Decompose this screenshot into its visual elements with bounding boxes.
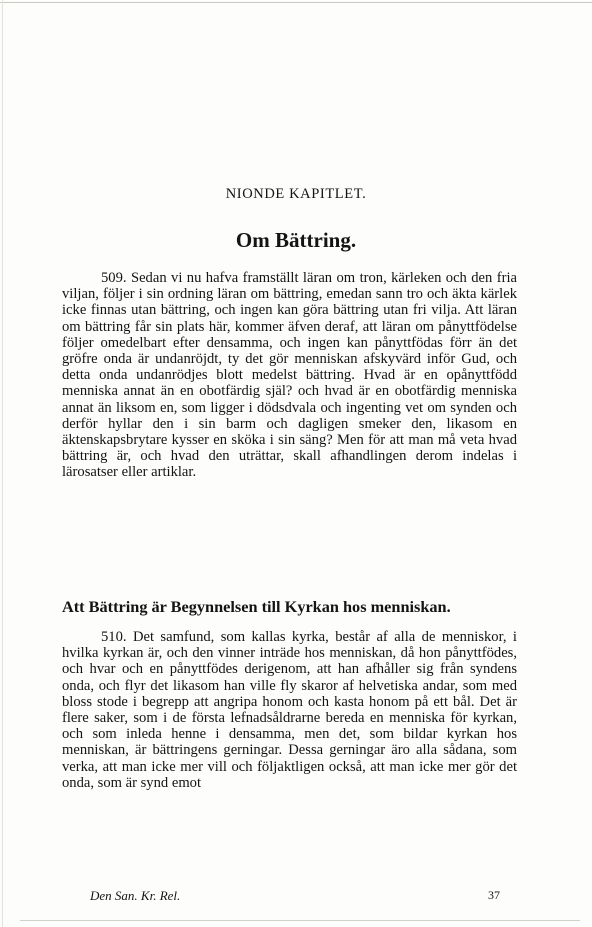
scan-edge-top — [0, 2, 592, 3]
page-number: 37 — [488, 888, 500, 902]
signature-mark: Den San. Kr. Rel. — [90, 888, 181, 903]
scan-edge-bottom — [20, 920, 580, 921]
chapter-title: Om Bättring. — [235, 228, 357, 252]
paragraph-509: 509. Sedan vi nu hafva framställt läran om tron, kärleken och den fria viljan, följer i sin ordning läran om bättring, emedan sann tro och äkta kärlek icke finnas utan bättring, och ingen kan göra bättring utan fri vilja. Att läran om bättring får sin plats här, kommer äfven deraf, att läran om pånyttfödelse följer omedelbart efter densamma, och ingen kan pånyttfödas förr än det gröfre onda är undanröjdt, ty det gör menniskan afskyvärd inför Gud, och detta onda undanrödjes blott medelst bättring. Hvad är en opånyttfödd menniska annat än en obotfärdig själ? och hvad är en obotfärdig menniska annat än liksom en, som ligger i dödsdvala och ingenting vet om synden och derför hyllar den i sin barm och dagligen smeker den, likasom en äktenskapsbrytare kysser en sköka i sin säng? Men för att man må veta hvad bättring är, och hvad den uträttar, skall afhandlingen derom indelas i lärosatser eller artiklar. — [62, 270, 517, 481]
section-heading: Att Bättring är Begynnelsen till Kyrkan hos menniskan. — [62, 597, 451, 616]
scan-edge-left — [2, 0, 3, 927]
paragraph-510: 510. Det samfund, som kallas kyrka, består af alla de menniskor, i hvilka kyrkan är, och den vinner inträde hos menniskan, då hon pånyttfödes, och hvar och en pånyttfödes derigenom, att han afhåller sig från syndens onda, och flyr det likasom han ville fly skaror af helvetiska andar, som med bloss stode i begrepp att angripa honom och kasta honom på ett bål. Det är flere saker, som i de första lefnadsåldrarne bereda en menniska för kyrkan, och som inleda henne i densamma, men det, som bildar kyrkan hos menniskan, är bättringens gerningar. Dessa gerningar äro alla sådana, som verka, att man icke mer vill och följaktligen också, att man icke mer gör det onda, som är synd emot — [62, 629, 517, 791]
chapter-heading: NIONDE KAPITLET. — [225, 186, 367, 202]
page-footer — [90, 888, 500, 904]
